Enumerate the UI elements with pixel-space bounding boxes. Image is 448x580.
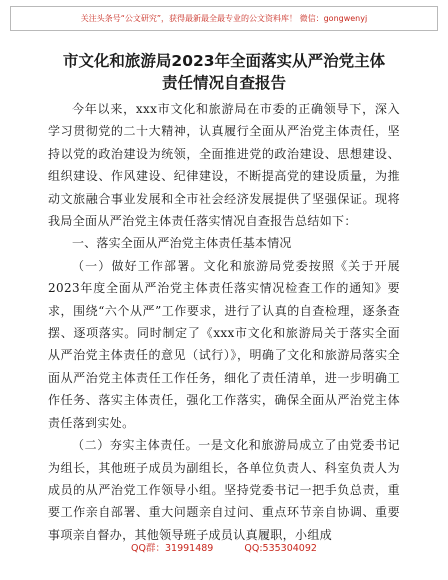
document-body [48, 98, 400, 546]
footer-contacts [0, 540, 448, 554]
work-deployment-paragraph: （一）做好工作部署。文化和旅游局党委按照《关于开展2023年度全面从严治党主体责任落实情况检查工作的通知》要求，围绕“六个从严”工作要求，进行了认真的自查检理，逐条查摆、逐项落实。同时制定了《xxx市文化和旅游局关于落实全面从严治党主体责任的意见（试行）》，明确了文化和旅游局落实全面从严治党主体责任工作任务，细化了责任清单，进一步明确工作任务、落实主体责任，强化工作落实，确保全面从严治党主体责任落到实处。 [48, 258, 400, 430]
title-line-1: 市文化和旅游局2023年全面落实从严治党主体 [62, 52, 386, 70]
footer-qq: QQ:535304092 [244, 543, 317, 554]
title-line-2: 责任情况自查报告 [161, 74, 286, 92]
footer-qq-group: QQ群：31991489 [131, 543, 214, 554]
document-title [20, 50, 428, 94]
intro-paragraph: 今年以来，xxx市文化和旅游局在市委的正确领导下，深入学习贯彻党的二十大精神，认真履行全面从严治党主体责任，坚持以党的政治建设为统领，全面推进党的政治建设、思想建设、组织建设、作风建设、纪律建设，不断提高党的建设质量，为推动文旅融合事业发展和全市社会经济发展提供了坚强保证。现将我局全面从严治党主体责任落实情况自查报告总结如下： [48, 102, 400, 229]
main-responsibility-paragraph: （二）夯实主体责任。一是文化和旅游局成立了由党委书记为组长，其他班子成员为副组长，各单位负责人、科室负责人为成员的从严治党工作领导小组。坚持党委书记一把手负总责，重要工作亲自部署、重大问题亲自过问、重点环节亲自协调、重要事项亲自督办，其他领导班子成员认真履职，小组成 [48, 438, 400, 542]
header-banner: 关注头条号“公文研究”，获得最新最全最专业的公文资料库！ 微信：gongwenyj [10, 6, 438, 31]
section-heading: 一、落实全面从严治党主体责任基本情况 [72, 236, 292, 251]
